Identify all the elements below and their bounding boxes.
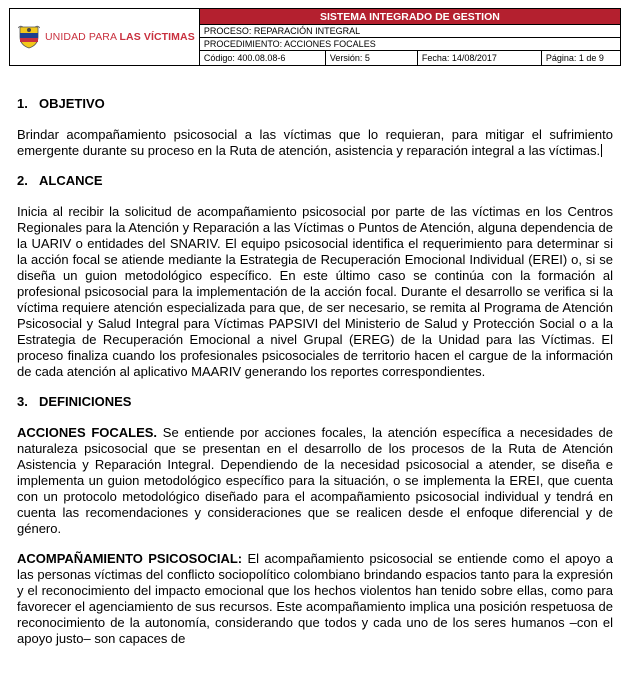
document-header <box>9 8 621 66</box>
section-title: OBJETIVO <box>39 96 105 111</box>
code-label: Código: 400.08.08-6 <box>199 50 325 65</box>
process-label: PROCESO: REPARACIÓN INTEGRAL <box>199 25 620 38</box>
text-cursor <box>601 144 602 157</box>
definition-term: ACCIONES FOCALES. <box>17 425 158 440</box>
section-title: DEFINICIONES <box>39 394 132 409</box>
definition-text: Se entiende por acciones focales, la atención específica a necesidades de naturaleza psicosocial que se presentan en el desarrollo de los procesos de la Ruta de Atención Asistencia y Reparación Integral. Dependiendo de la necesidad psicosocial a atender, se diseña e implementa un guion metodológico específico para la situación, o se implementa la EREI, que cuenta con un protocolo metodológico diseñado para el acompañamiento psicosocial individual y tendrá en cuenta las recomendaciones y consideraciones que se realicen desde el enfoque diferencial y de género. <box>17 425 613 536</box>
logo <box>14 25 195 49</box>
logo-text <box>45 31 195 43</box>
objective-text: Brindar acompañamiento psicosocial a las víctimas que lo requieran, para mitigar el sufrimiento emergente durante su proceso en la Ruta de atención, asistencia y reparación integral a las víctimas. <box>17 127 613 158</box>
logo-cell <box>10 9 200 66</box>
system-title: SISTEMA INTEGRADO DE GESTION <box>199 9 620 25</box>
date-label: Fecha: 14/08/2017 <box>417 50 541 65</box>
section-title: ALCANCE <box>39 173 103 188</box>
definition-acciones-focales <box>17 425 613 537</box>
page-label: Página: 1 de 9 <box>541 50 620 65</box>
section-heading-objective <box>17 96 613 111</box>
section-number: 3. <box>17 394 28 409</box>
definition-acompanamiento <box>17 551 613 647</box>
section-heading-scope <box>17 173 613 188</box>
document-body <box>17 96 613 661</box>
logo-text-bold: LAS VÍCTIMAS <box>119 31 195 43</box>
section-heading-definitions <box>17 394 613 409</box>
logo-text-light: UNIDAD PARA <box>45 31 120 43</box>
definition-term: ACOMPAÑAMIENTO PSICOSOCIAL: <box>17 551 243 566</box>
scope-paragraph: Inicia al recibir la solicitud de acompañamiento psicosocial por parte de las víctimas en los Centros Regionales para la Atención y Reparación a las Víctimas o Puntos de Atención, alguna dependencia de la UARIV o entidades del SNARIV. El equipo psicosocial identifica el requerimiento para determinar si la acción focal se atiende mediante la Estrategia de Recuperación Emocional Individual (EREI) o, si se diseña un guion metodológico específico. En este último caso se continúa con la formación al profesional psicosocial para la implementación de la acción focal. Durante el desarrollo se verifica si la víctima requiere atención especializada para que, de ser necesario, se remita al Programa de Atención Psicosocial y Salud Integral para Víctimas PAPSIVI del Ministerio de Salud y Protección Social o a la Estrategia de Recuperación Emocional a nivel Grupal (EREG) de la Unidad para las Víctimas. El proceso finaliza cuando los profesionales psicosociales de territorio hacen el cargue de la información de cada atención al aplicativo MAARIV generando los reportes correspondientes. <box>17 204 613 379</box>
section-number: 2. <box>17 173 28 188</box>
coat-of-arms-icon <box>18 25 40 49</box>
procedure-label: PROCEDIMIENTO: ACCIONES FOCALES <box>199 38 620 51</box>
section-number: 1. <box>17 96 28 111</box>
objective-paragraph[interactable] <box>17 127 613 159</box>
version-label: Versión: 5 <box>325 50 417 65</box>
definition-text: El acompañamiento psicosocial se entiende como el apoyo a las personas víctimas del conflicto sociopolítico colombiano brindando espacios tanto para la expresión y el reconocimiento del impacto emocional que los hechos violentos han tenido sobre ellas, como para favorecer el agenciamiento de sus recursos. Este acompañamiento implica una posición respetuosa de reconocimiento de la autonomía, considerando que todos y cada uno de los seres humanos –con el apoyo justo– son capaces de <box>17 551 613 646</box>
